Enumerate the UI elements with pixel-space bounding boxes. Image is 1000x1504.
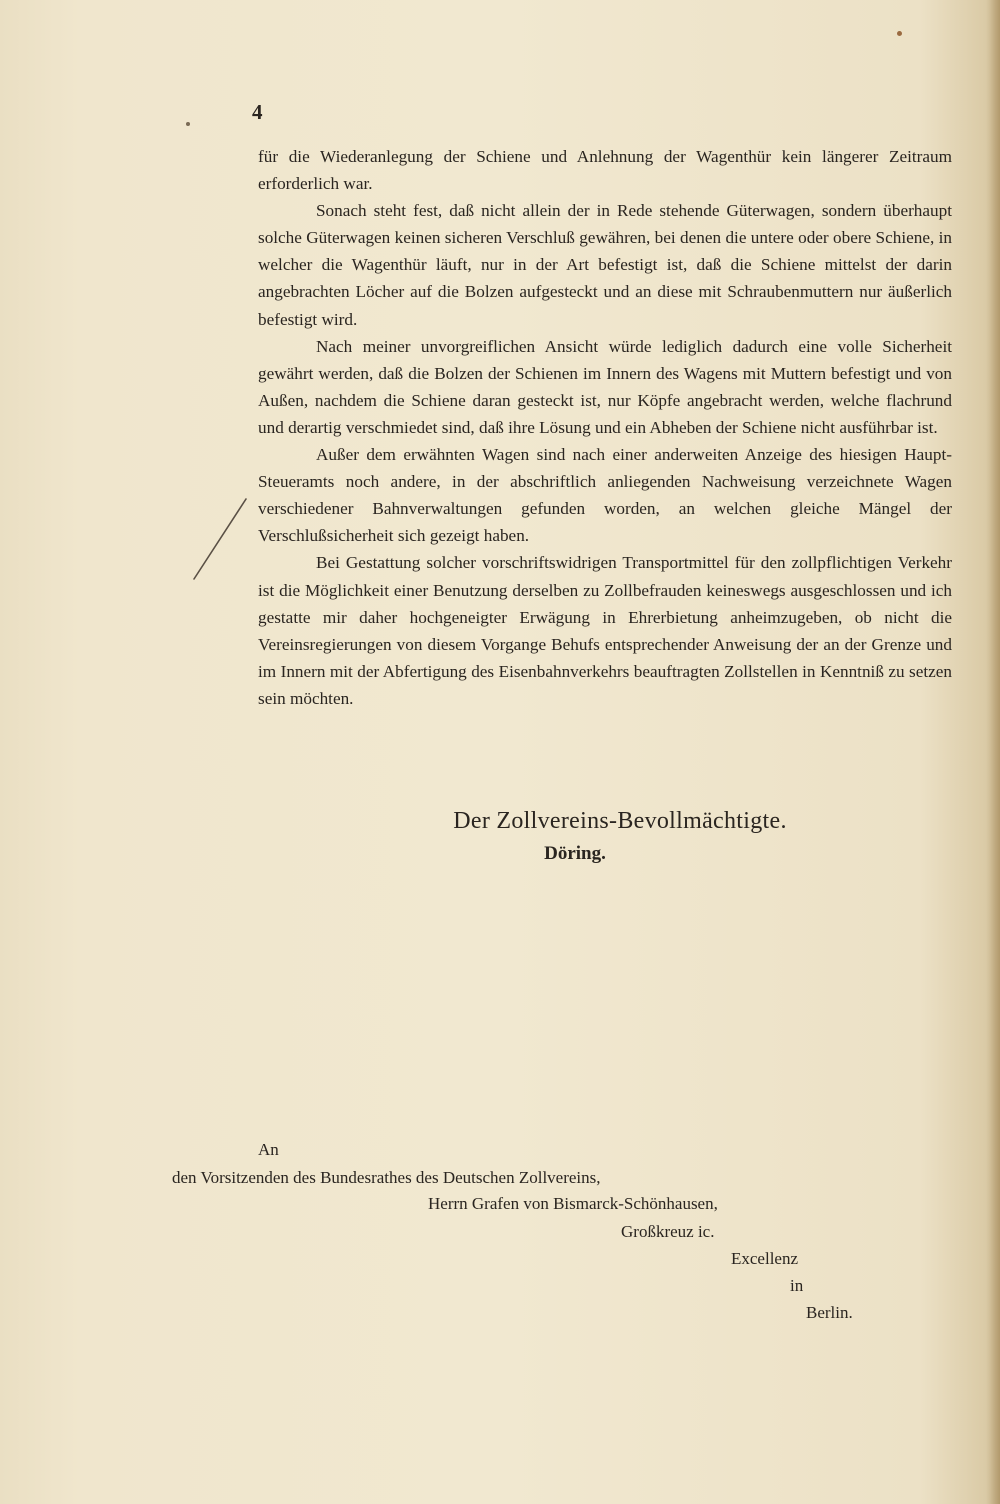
paragraph-continuation: für die Wiederanlegung der Schiene und Anlehnung der Wagenthür kein längerer Zeitraum erforderlich war. bbox=[258, 147, 952, 194]
ink-speck bbox=[897, 31, 902, 36]
page-number: 4 bbox=[252, 100, 263, 124]
page-edge-shadow bbox=[986, 0, 1000, 1504]
ink-speck bbox=[186, 122, 190, 126]
address-city: Berlin. bbox=[806, 1303, 853, 1322]
paragraph: Bei Gestattung solcher vorschriftswidrigen Transportmittel für den zollpflichtigen Verkehr ist die Möglichkeit einer Benutzung derselben zu Zollbefrauden keineswegs ausgeschlossen und ich gestatte mir daher hochgeneigter Erwägung in Ehrerbietung anheimzugeben, ob nicht die Vereinsregierungen von diesem Vorgange Behufs entsprechender Anweisung der an der Grenze und im Innern mit der Abfertigung des Eisenbahnverkehrs beauftragten Zollstellen in Kenntniß zu setzen sein möchten. bbox=[258, 553, 952, 708]
address-preposition: in bbox=[790, 1276, 804, 1295]
signature-name: Döring. bbox=[544, 843, 606, 864]
paragraph: Nach meiner unvorgreiflichen Ansicht würde lediglich dadurch eine volle Sicherheit gewährt werden, daß die Bolzen der Schienen im Innern des Wagens mit Muttern befestigt und von Außen, nachdem die Schiene daran gesteckt ist, nur Köpfe angebracht werden, welche flachrund und derartig verschmiedet sind, daß ihre Lösung und ein Abheben der Schiene nicht ausführbar ist. bbox=[258, 336, 952, 437]
address-honor: Großkreuz ic. bbox=[621, 1222, 715, 1241]
address-excellency: Excellenz bbox=[731, 1249, 799, 1268]
letter-body bbox=[258, 143, 952, 712]
paragraph: Außer dem erwähnten Wagen sind nach einer anderweiten Anzeige des hiesigen Haupt-Steueramts noch andere, in der abschriftlich anliegenden Nachweisung verzeichnete Wagen verschiedener Bahnverwaltungen gefunden worden, an welchen gleiche Mängel der Verschlußsicherheit sich gezeigt haben. bbox=[258, 445, 952, 546]
margin-pencil-stroke bbox=[190, 497, 250, 581]
signature-title: Der Zollvereins-Bevollmächtigte. bbox=[453, 808, 787, 834]
paragraph: Sonach steht fest, daß nicht allein der in Rede stehende Güterwagen, sondern überhaupt solche Güterwagen keinen sicheren Verschluß gewähren, bei denen die untere oder obere Schiene, in welcher die Wagenthür läuft, nur in der Art befestigt ist, daß die Schiene mittelst der darin angebrachten Löcher auf die Bolzen aufgesteckt und an diese mit Schraubenmuttern nur äußerlich befestigt wird. bbox=[258, 201, 952, 329]
address-salutation: An bbox=[258, 1140, 279, 1159]
address-name: Herrn Grafen von Bismarck-Schönhausen, bbox=[428, 1194, 718, 1213]
address-recipient: den Vorsitzenden des Bundesrathes des Deutschen Zollvereins, bbox=[172, 1168, 601, 1187]
